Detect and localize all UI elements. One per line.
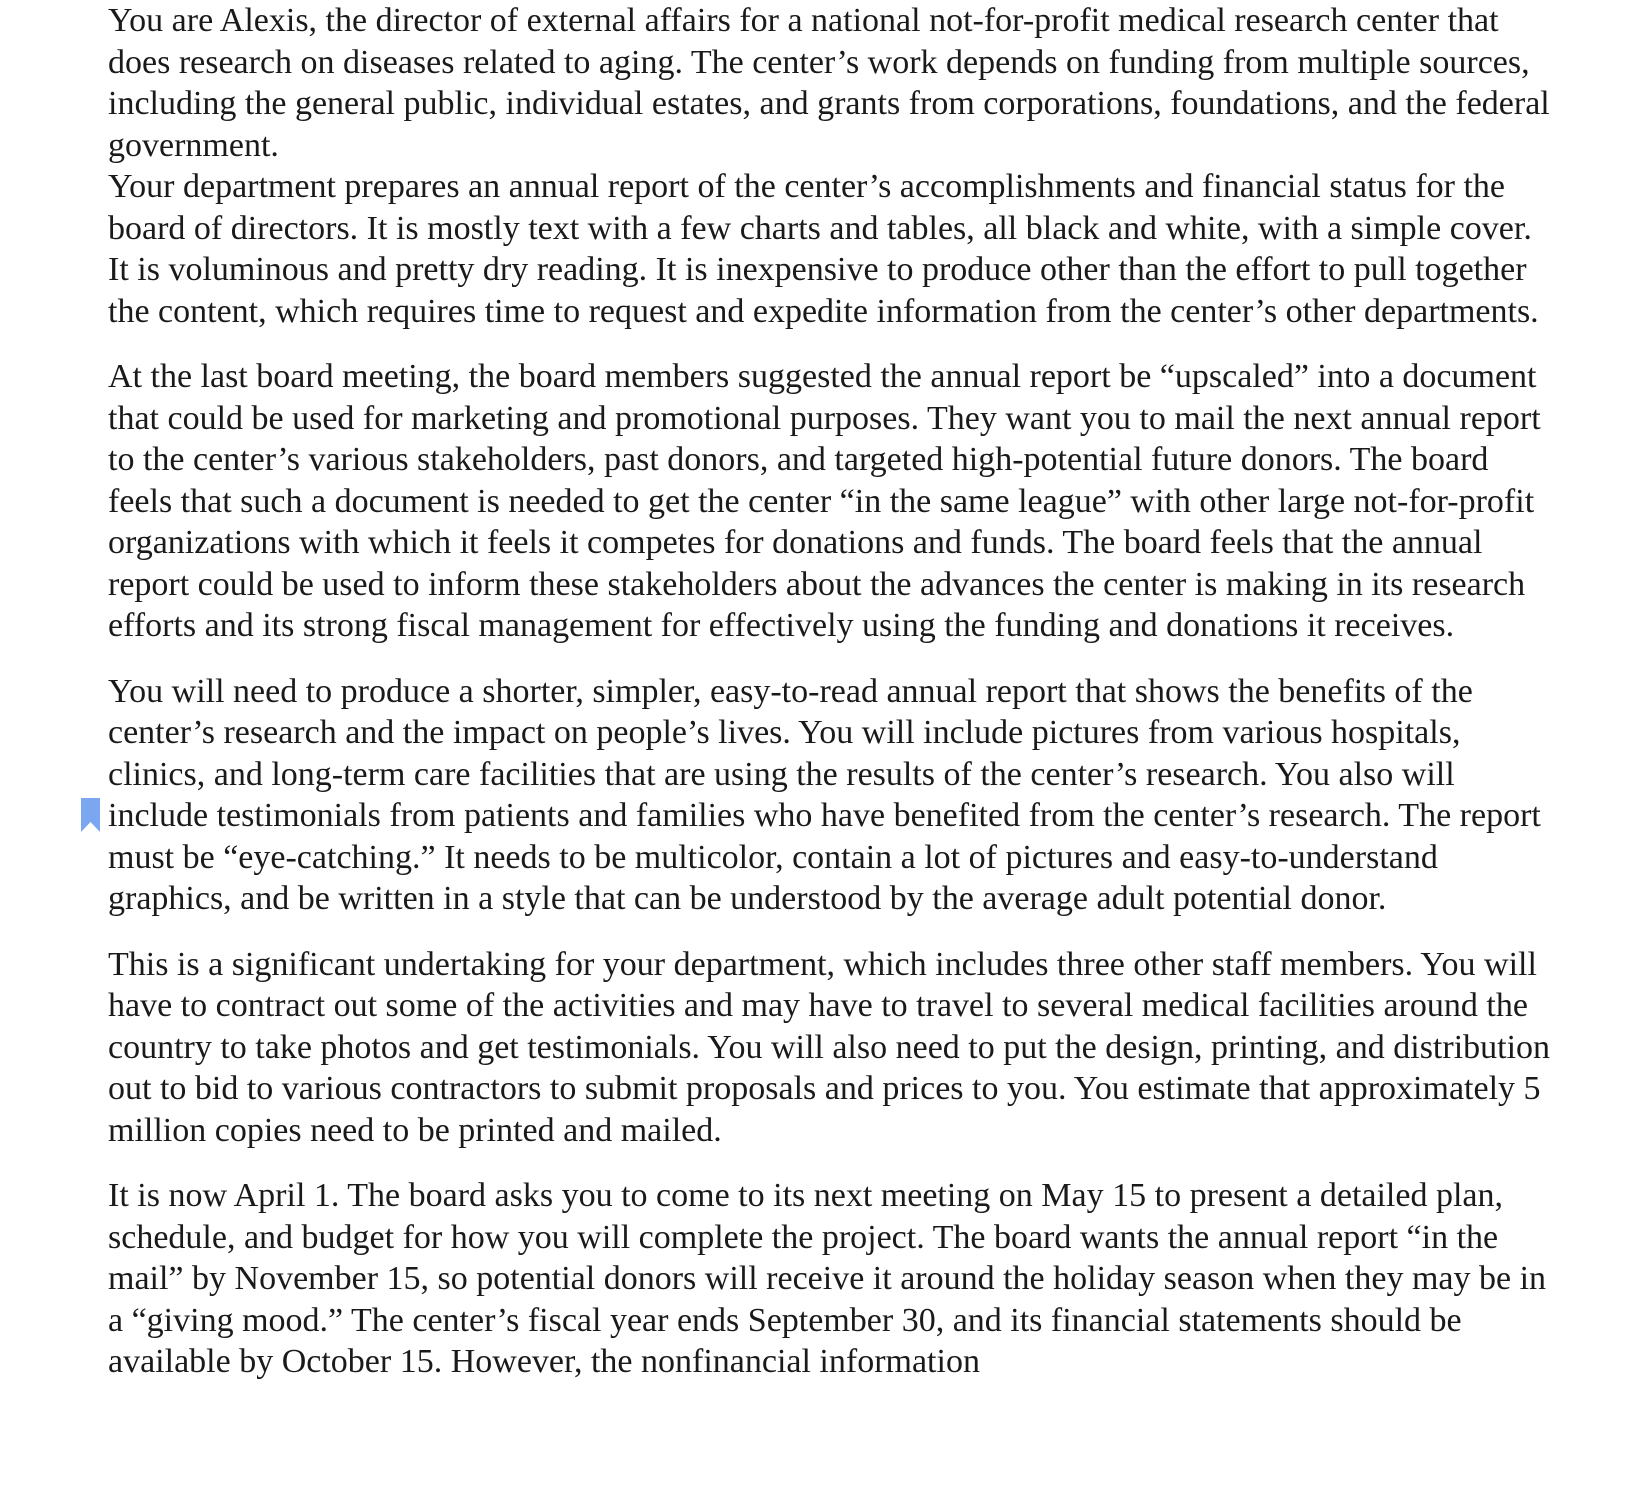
bookmark-icon[interactable]: [81, 798, 100, 832]
paragraph-board-suggestion: At the last board meeting, the board members suggested the annual report be “upscaled” into a document that could be used for marketing and promotional purposes. They want you to mail the next annual report to the center’s various stakeholders, past donors, and targeted high-potential future donors. The board feels that such a document is needed to get the center “in the same league” with other large not-for-profit organizations with which it feels it competes for donations and funds. The board feels that the annual report could be used to inform these stakeholders about the advances the center is making in its research efforts and its strong fiscal management for effectively using the funding and donations it receives.: [108, 358, 1541, 644]
paragraph-department-undertaking: This is a significant undertaking for your department, which includes three other staff members. You will have to contract out some of the activities and may have to travel to several medical facilities around the country to take photos and get testimonials. You will also need to put the design, printing, and distribution out to bid to various contractors to submit proposals and prices to you. You estimate that approximately 5 million copies need to be printed and mailed.: [108, 945, 1551, 1149]
bookmark-icon-graphic: [81, 798, 100, 832]
paragraph-annual-report: Your department prepares an annual report of the center’s accomplishments and financial status for the board of directors. It is mostly text with a few charts and tables, all black and white, with a simple cover. It is voluminous and pretty dry reading. It is inexpensive to produce other than the effort to pull together the content, which requires time to request and expedite information from the center’s other departments.: [108, 168, 1539, 330]
paragraph-intro: You are Alexis, the director of external affairs for a national not-for-profit medical research center that does research on diseases related to aging. The center’s work depends on funding from multiple sources, including the general public, individual estates, and grants from corporations, foundations, and the federal government.: [108, 2, 1550, 164]
paragraph-report-requirements: You will need to produce a shorter, simpler, easy-to-read annual report that shows the benefits of the center’s research and the impact on people’s lives. You will include pictures from various hospitals, clinics, and long-term care facilities that are using the results of the center’s research. You also will include testimonials from patients and families who have benefited from the center’s research. The report must be “eye-catching.” It needs to be multicolor, contain a lot of pictures and easy-to-understand graphics, and be written in a style that can be understood by the average adult potential donor.: [108, 672, 1541, 917]
document-body: [108, 0, 1558, 1407]
paragraph-timeline: It is now April 1. The board asks you to come to its next meeting on May 15 to present a detailed plan, schedule, and budget for how you will complete the project. The board wants the annual report “in the mail” by November 15, so potential donors will receive it around the holiday season when they may be in a “giving mood.” The center’s fiscal year ends September 30, and its financial statements should be available by October 15. However, the nonfinancial information: [108, 1177, 1547, 1380]
